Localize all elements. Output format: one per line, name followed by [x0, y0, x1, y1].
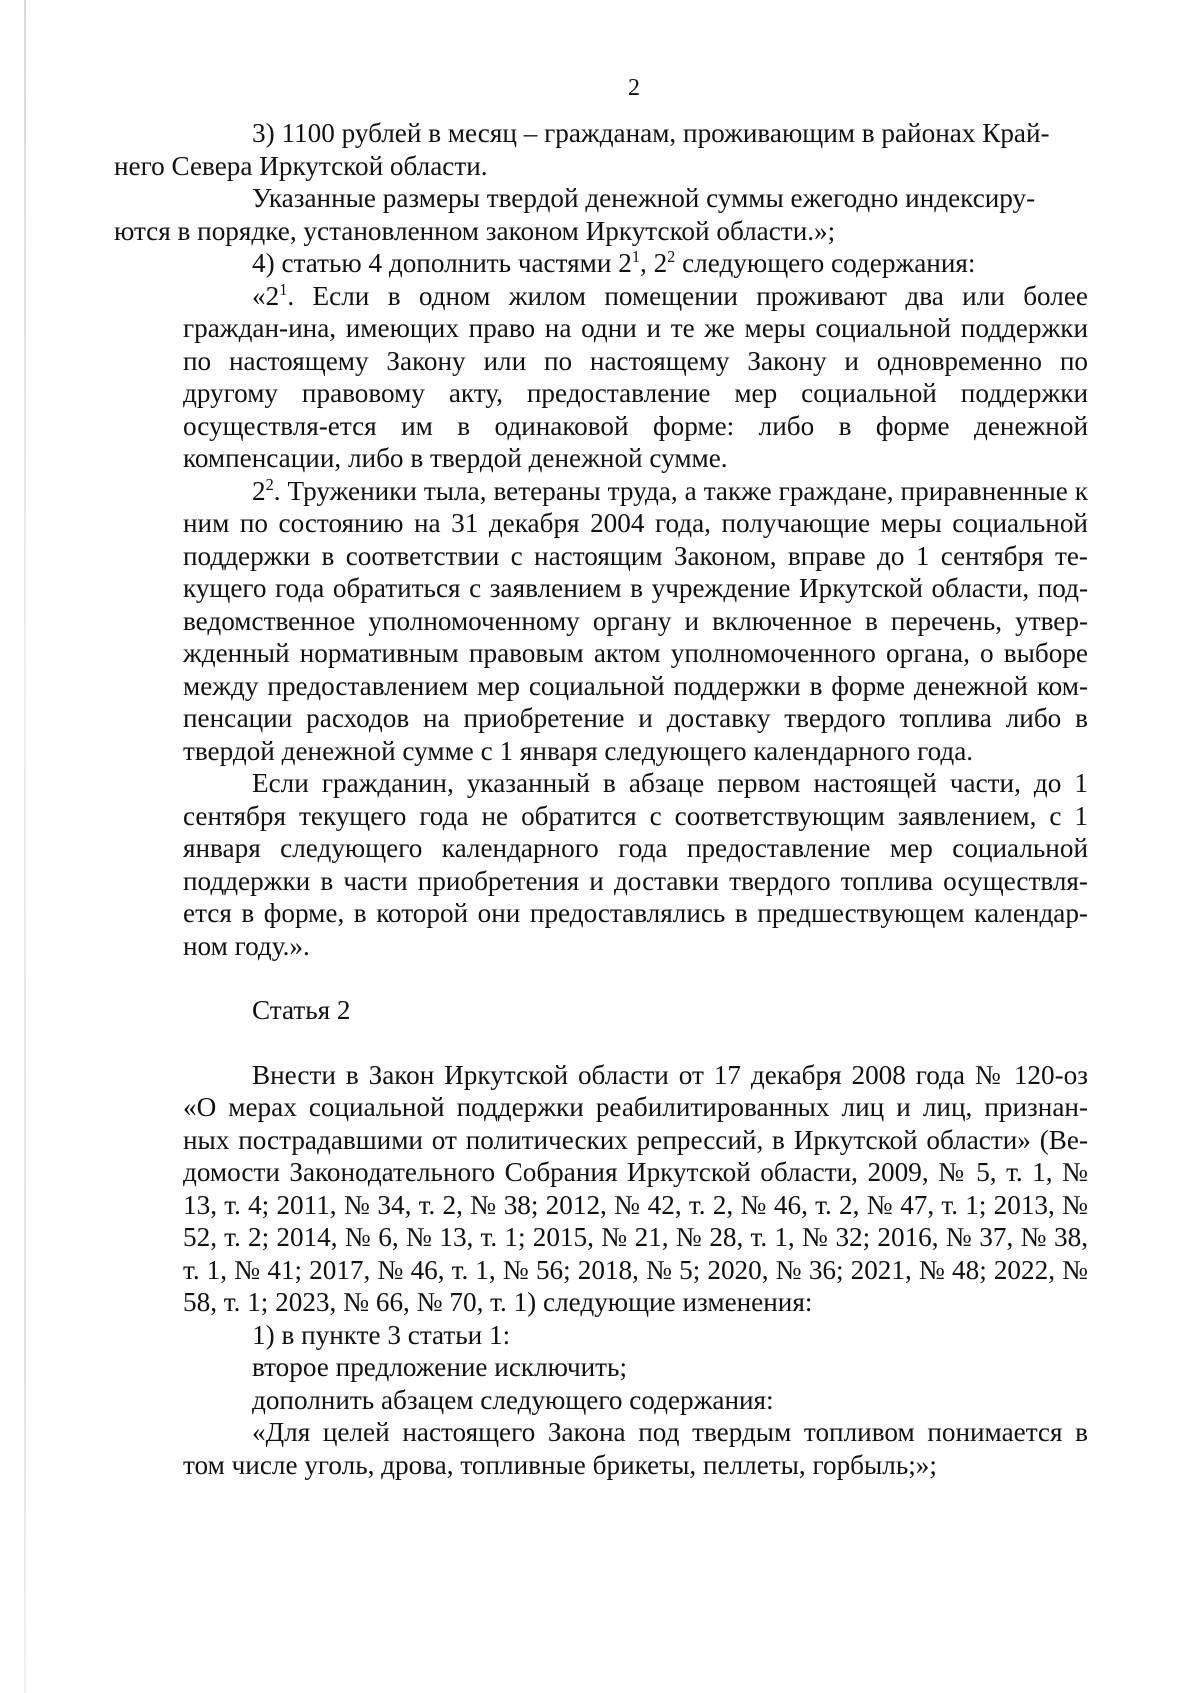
paragraph-text: , 2 — [639, 248, 668, 278]
paragraph-remove-sentence: второе предложение исключить; — [252, 1352, 628, 1382]
superscript: 2 — [667, 246, 676, 266]
paragraph-part-2-1 — [183, 280, 1088, 475]
paragraph-line: Указанные размеры твердой денежной суммы ежегодно индексиру- — [252, 183, 1036, 213]
scan-edge-shadow — [24, 0, 26, 1693]
paragraph-item-4 — [183, 247, 1088, 280]
paragraph-line: ются в порядке, установленном законом Иркутской области.»; — [114, 215, 836, 246]
part-number: «2 — [252, 280, 280, 311]
page-number: 2 — [628, 75, 640, 101]
paragraph-item-1: 1) в пункте 3 статьи 1: — [252, 1319, 511, 1350]
document-body — [114, 117, 1088, 1481]
paragraph-text: следующего содержания: — [675, 248, 976, 278]
paragraph-amend-law: Внести в Закон Иркутской области от 17 декабря 2008 года № 120-оз «О мерах социальной поддержки реабилитированных лиц и лиц, признан-ных пострадавшими от политических репрессий, в Иркутской области» (Ве-домости Законодательного Собрания Иркутской области, 2009, № 5, т. 1, № 13, т. 4; 2011, № 34, т. 2, № 38; 2012, № 42, т. 2, № 46, т. 2, № 47, т. 1; 2013, № 52, т. 2; 2014, № 6, № 13, т. 1; 2015, № 21, № 28, т. 1, № 32; 2016, № 37, № 38, т. 1, № 41; 2017, № 46, т. 1, № 56; 2018, № 5; 2020, № 36; 2021, № 48; 2022, № 58, т. 1; 2023, № 66, № 70, т. 1) следующие изменения: — [183, 1059, 1088, 1317]
superscript: 1 — [279, 279, 288, 299]
paragraph-text: . Если в одном жилом помещении проживают два или более граждан-ина, имеющих право на одни и те же меры социальной поддержки по настоящему Закону или по настоящему Закону и одновременно по другому правовому акту, предоставление мер социальной поддержки осуществля-ется им в одинаковой форме: либо в форме денежной компенсации, либо в твердой денежной сумме. — [183, 280, 1088, 473]
superscript: 1 — [631, 246, 640, 266]
paragraph-item-3 — [114, 117, 1088, 182]
superscript: 2 — [265, 474, 274, 494]
article-heading: Статья 2 — [252, 995, 351, 1025]
part-number: 2 — [252, 475, 266, 506]
paragraph-line: 3) 1100 рублей в месяц – гражданам, проживающим в районах Край- — [252, 118, 1050, 148]
paragraph-part-2-2 — [183, 475, 1088, 768]
paragraph-add-abzac: дополнить абзацем следующего содержания: — [252, 1384, 774, 1415]
paragraph-text: . Труженики тыла, ветераны труда, а также граждане, приравненные к ним по состоянию на 31 декабря 2004 года, получающие меры социальной поддержки в соответствии с настоящим Законом, вправе до 1 сентября те-кущего года обратиться с заявлением в учреждение Иркутской области, под-ведомственное уполномоченному органу и включенное в перечень, утвер-жденный нормативным правовым актом уполномоченного органа, о выборе между предоставлением мер социальной поддержки в форме денежной ком-пенсации расходов на приобретение и доставку твердого топлива либо в твердой денежной сумме с 1 января следующего календарного года. — [183, 475, 1088, 766]
paragraph-line: него Севера Иркутской области. — [114, 150, 488, 181]
paragraph-text: 4) статью 4 дополнить частями 2 — [252, 248, 632, 278]
paragraph-if-citizen: Если гражданин, указанный в абзаце первом настоящей части, до 1 сентября текущего года не обратится с соответствующим заявлением, с 1 января следующего календарного года предоставление мер социальной поддержки в части приобретения и доставки твердого топлива осуществля-ется в форме, в которой они предоставлялись в предшествующем календар-ном году.». — [183, 768, 1088, 961]
paragraph-solid-fuel-definition: «Для целей настоящего Закона под твердым топливом понимается в том числе уголь, дрова, топливные брикеты, пеллеты, горбыль;»; — [183, 1417, 1088, 1480]
paragraph-indexation — [114, 182, 1088, 247]
